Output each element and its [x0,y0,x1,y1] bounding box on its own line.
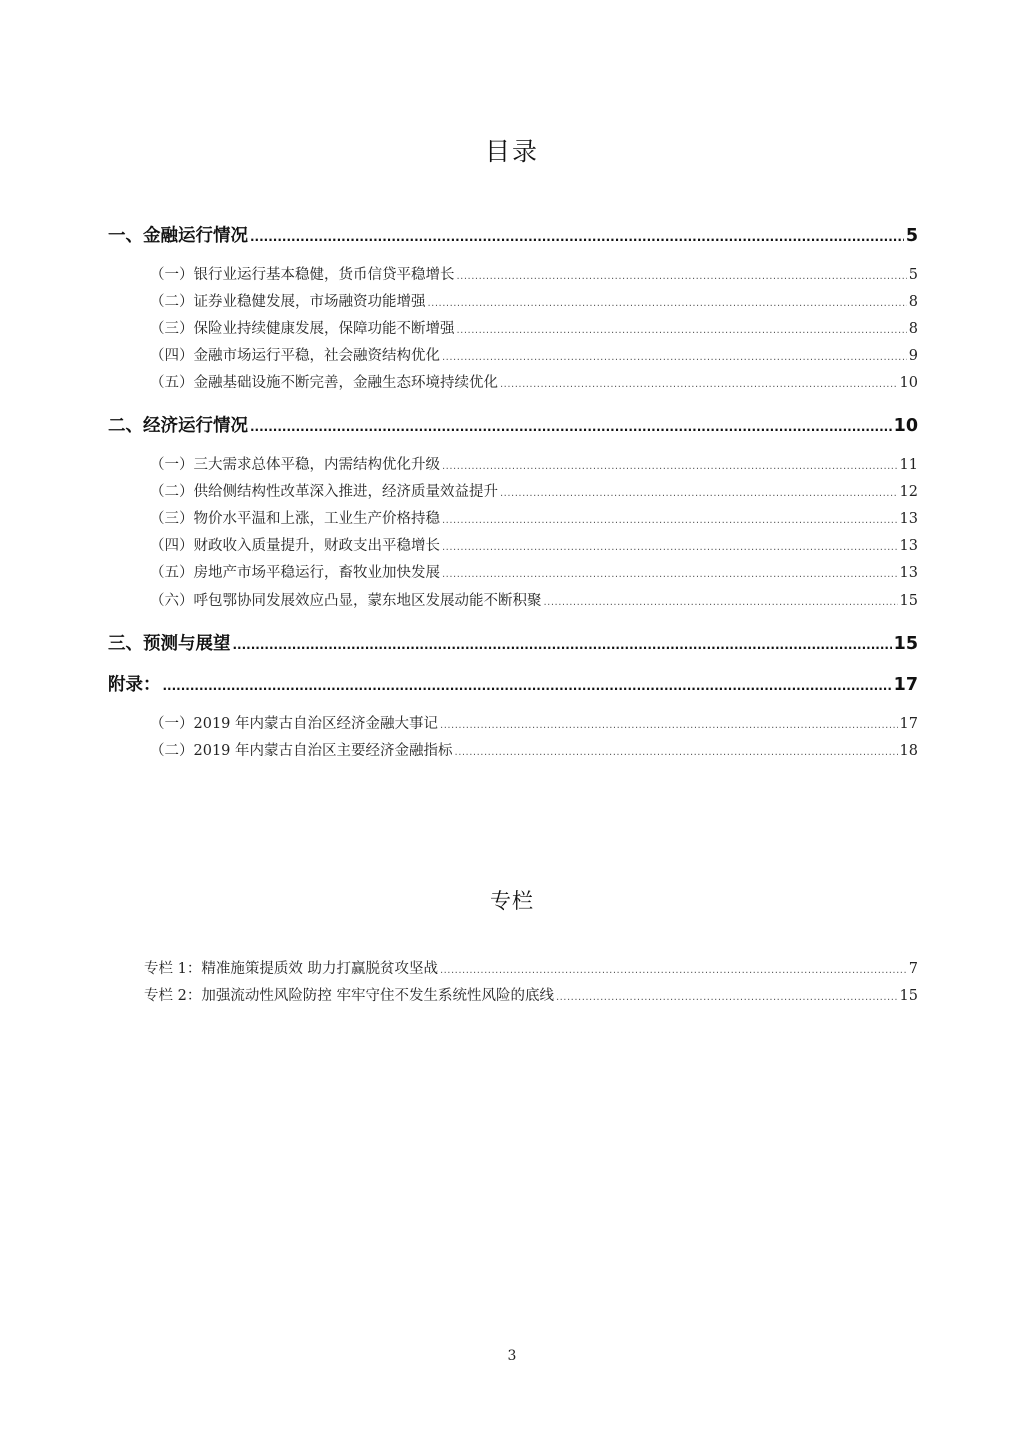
dot-leader [442,461,898,472]
dot-leader [457,325,907,336]
toc-entry-page: 11 [899,457,918,473]
toc-entry-label: （一）三大需求总体平稳，内需结构优化升级 [150,457,440,473]
toc-entry-page: 18 [899,743,918,759]
toc-entry-page: 5 [905,226,918,246]
dot-leader [544,597,898,608]
toc-entry-label: （二）2019 年内蒙古自治区主要经济金融指标 [150,743,453,759]
toc-entry-label: （四）财政收入质量提升，财政支出平稳增长 [150,538,440,554]
toc-entry-appendix[interactable] [108,671,918,696]
dot-leader [500,379,898,390]
toc-entry-page: 12 [899,484,918,500]
toc-entry-label: 专栏 1：精准施策提质效 助力打赢脱贫攻坚战 [144,961,438,977]
toc-entry-page: 15 [893,634,918,654]
toc-entry-page: 10 [899,375,918,391]
toc-entry-page: 9 [908,348,918,364]
toc-entry-2-4[interactable] [150,534,918,555]
toc-entry-page: 7 [908,961,918,977]
column-entry-1[interactable] [144,957,918,978]
dot-leader [233,638,892,652]
dot-leader [428,298,907,309]
toc-entry-label: （二）证券业稳健发展，市场融资功能增强 [150,294,426,310]
toc-entry-label: 一、金融运行情况 [108,226,248,246]
toc-entry-1-2[interactable] [150,290,918,311]
dot-leader [442,542,898,553]
toc-entry-label: （五）金融基础设施不断完善，金融生态环境持续优化 [150,375,498,391]
dot-leader [440,965,907,976]
toc-title: 目录 [484,137,539,166]
toc-entry-page: 15 [899,988,918,1004]
toc-entry-1-3[interactable] [150,317,918,338]
toc-entry-label: （一）银行业运行基本稳健，货币信贷平稳增长 [150,267,455,283]
dot-leader [440,720,898,731]
dot-leader [442,515,898,526]
toc-entry-label: 二、经济运行情况 [108,416,248,436]
toc-entry-2-3[interactable] [150,507,918,528]
toc-entry-2-1[interactable] [150,453,918,474]
toc-entry-label: （二）供给侧结构性改革深入推进，经济质量效益提升 [150,484,498,500]
dot-leader [442,569,898,580]
toc-entry-label: 三、预测与展望 [108,634,231,654]
dot-leader [500,488,898,499]
toc-entry-1-4[interactable] [150,344,918,365]
toc-entry-appendix-2[interactable] [150,739,918,760]
toc-entry-page: 8 [908,321,918,337]
toc-entry-label: （四）金融市场运行平稳，社会融资结构优化 [150,348,440,364]
dot-leader [442,352,907,363]
toc-entry-label: （六）呼包鄂协同发展效应凸显，蒙东地区发展动能不断积聚 [150,593,542,609]
page-number: 3 [507,1348,517,1364]
toc-entry-page: 5 [908,267,918,283]
toc-entry-section-1[interactable] [108,222,918,247]
toc-entry-1-5[interactable] [150,371,918,392]
toc-entry-section-2[interactable] [108,412,918,437]
dot-leader [457,271,907,282]
toc-entry-label: （一）2019 年内蒙古自治区经济金融大事记 [150,716,439,732]
toc-entry-2-2[interactable] [150,480,918,501]
toc-entry-section-3[interactable] [108,630,918,655]
toc-entry-2-6[interactable] [150,589,918,610]
toc-entry-page: 13 [899,565,918,581]
toc-entry-label: （三）保险业持续健康发展，保障功能不断增强 [150,321,455,337]
toc-entry-1-1[interactable] [150,263,918,284]
dot-leader [556,992,898,1003]
toc-entry-label: （五）房地产市场平稳运行，畜牧业加快发展 [150,565,440,581]
dot-leader [455,747,898,758]
toc-entry-page: 17 [893,675,918,695]
toc-entry-page: 13 [899,538,918,554]
dot-leader [250,230,904,244]
column-entry-2[interactable] [144,984,918,1005]
toc-entry-label: 专栏 2：加强流动性风险防控 牢牢守住不发生系统性风险的底线 [144,988,554,1004]
toc-entry-page: 13 [899,511,918,527]
toc-entry-label: 附录： [108,675,161,695]
toc-entry-appendix-1[interactable] [150,712,918,733]
toc-entry-label: （三）物价水平温和上涨，工业生产价格持稳 [150,511,440,527]
toc-entry-page: 10 [893,416,918,436]
columns-title: 专栏 [490,889,534,913]
toc-entry-2-5[interactable] [150,561,918,582]
toc-entry-page: 8 [908,294,918,310]
toc-entry-page: 17 [899,716,918,732]
dot-leader [163,679,892,693]
toc-entry-page: 15 [899,593,918,609]
dot-leader [250,420,892,434]
